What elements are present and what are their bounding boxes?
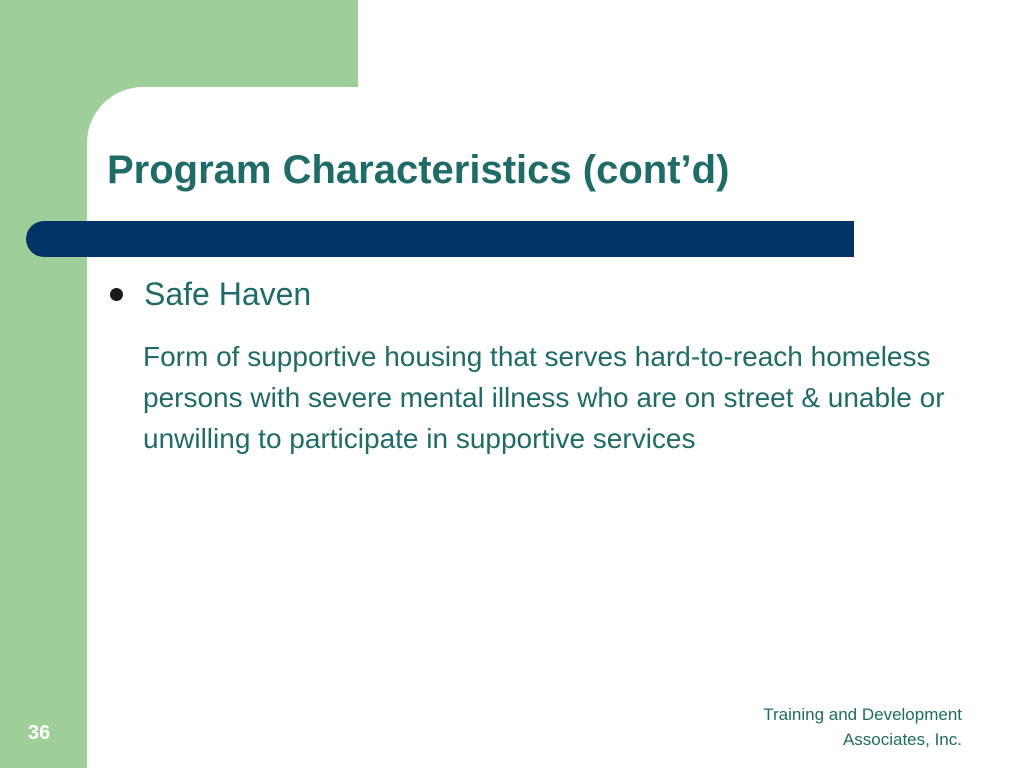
bullet-dot-icon: [110, 288, 123, 301]
footer-credit: [763, 702, 962, 752]
bullet-text: Safe Haven: [144, 276, 312, 312]
slide-title: Program Characteristics (cont’d): [107, 148, 730, 192]
footer-line-2: Associates, Inc.: [842, 730, 962, 749]
title-divider-bar: [26, 221, 854, 257]
bullet-item: [110, 276, 311, 313]
bullet-description: Form of supportive housing that serves hard-to-reach homeless persons with severe mental illness who are on street & unable or unwilling to participate in supportive services: [143, 341, 945, 454]
content-background-top: [358, 0, 1024, 100]
page-number: 36: [28, 722, 51, 744]
footer-line-1: Training and Development: [763, 705, 962, 724]
